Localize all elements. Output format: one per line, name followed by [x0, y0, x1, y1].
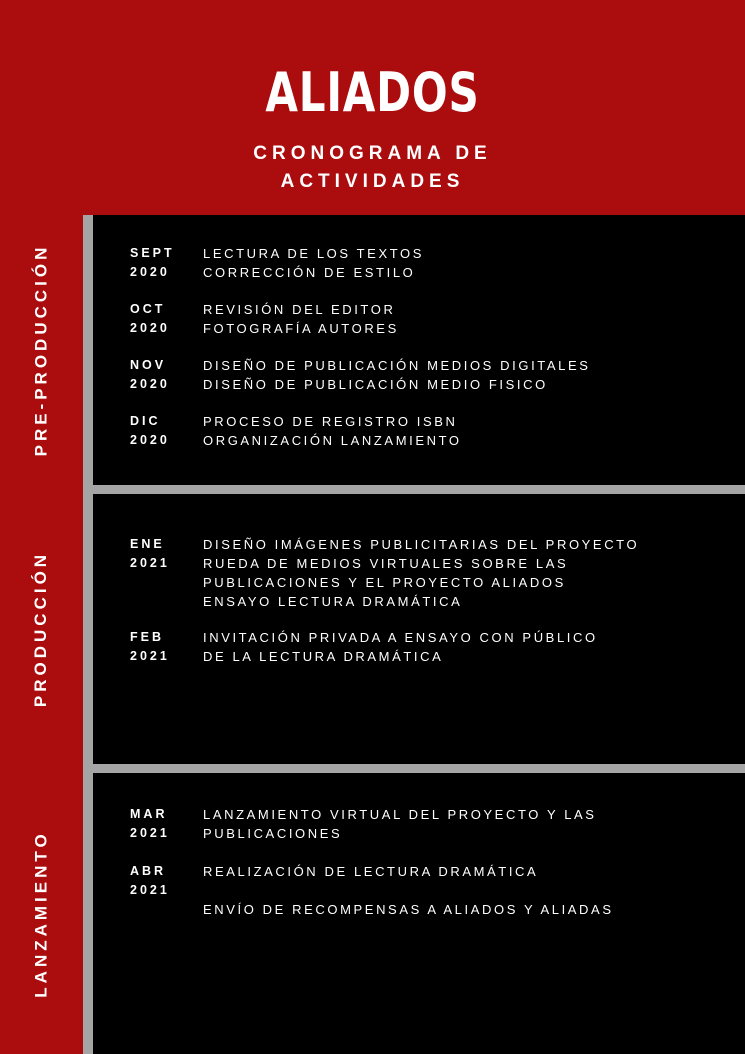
activity-line: DE LA LECTURA DRAMÁTICA: [203, 649, 444, 664]
section-panel: [93, 215, 745, 485]
section-label-container: [0, 215, 83, 485]
entry-activities: [203, 412, 743, 450]
entry-activities: [203, 244, 743, 282]
entry-date: [130, 862, 190, 900]
activity-line: DISEÑO DE PUBLICACIÓN MEDIO FISICO: [203, 377, 548, 392]
section-panel: [93, 494, 745, 764]
activity-line: ENVÍO DE RECOMPENSAS A ALIADOS Y ALIADAS: [203, 902, 614, 917]
entry-activities: [203, 356, 743, 394]
entry-month: DIC: [130, 414, 161, 428]
entry-date: [130, 535, 190, 573]
entry-year: 2021: [130, 883, 170, 897]
activity-line: PROCESO DE REGISTRO ISBN: [203, 414, 458, 429]
activity-line: INVITACIÓN PRIVADA A ENSAYO CON PÚBLICO: [203, 630, 598, 645]
activity-line: FOTOGRAFÍA AUTORES: [203, 321, 399, 336]
entry-month: OCT: [130, 302, 166, 316]
entry-activities: [203, 805, 743, 843]
activity-line: LECTURA DE LOS TEXTOS: [203, 246, 425, 261]
page-subtitle: [0, 140, 745, 196]
entry-month: MAR: [130, 807, 168, 821]
activity-line: RUEDA DE MEDIOS VIRTUALES SOBRE LAS: [203, 556, 569, 571]
entry-year: 2021: [130, 826, 170, 840]
entry-month: SEPT: [130, 246, 175, 260]
entry-year: 2021: [130, 649, 170, 663]
entry-year: 2021: [130, 556, 170, 570]
section-panel: [93, 773, 745, 1054]
entry-date: [130, 244, 190, 282]
activity-line: PUBLICACIONES Y EL PROYECTO ALIADOS: [203, 575, 566, 590]
entry-date: [130, 356, 190, 394]
entry-month: FEB: [130, 630, 164, 644]
horizontal-divider: [93, 485, 745, 494]
subtitle-line: ACTIVIDADES: [280, 171, 465, 192]
section-label: PRODUCCIÓN: [31, 550, 51, 708]
entry-date: [130, 628, 190, 666]
entry-date: [130, 300, 190, 338]
entry-year: 2020: [130, 433, 170, 447]
entry-month: NOV: [130, 358, 167, 372]
page-title: ALIADOS: [265, 61, 480, 124]
activity-line: LANZAMIENTO VIRTUAL DEL PROYECTO Y LAS: [203, 807, 597, 822]
activity-line: [203, 881, 743, 900]
activity-line: DISEÑO IMÁGENES PUBLICITARIAS DEL PROYECTO: [203, 537, 640, 552]
section-label: PRE-PRODUCCIÓN: [31, 243, 51, 457]
activity-line: REVISIÓN DEL EDITOR: [203, 302, 396, 317]
entry-date: [130, 412, 190, 450]
entry-year: 2020: [130, 377, 170, 391]
subtitle-line: CRONOGRAMA DE: [253, 143, 492, 164]
activity-line: CORRECCIÓN DE ESTILO: [203, 265, 416, 280]
entry-month: ABR: [130, 864, 167, 878]
entry-activities: [203, 628, 743, 666]
activity-line: PUBLICACIONES: [203, 826, 343, 841]
entry-month: ENE: [130, 537, 165, 551]
entry-activities: [203, 300, 743, 338]
section-label: LANZAMIENTO: [31, 829, 51, 998]
activity-line: ENSAYO LECTURA DRAMÁTICA: [203, 594, 463, 609]
entry-activities: [203, 862, 743, 919]
entry-date: [130, 805, 190, 843]
activity-line: REALIZACIÓN DE LECTURA DRAMÁTICA: [203, 864, 539, 879]
activity-line: ORGANIZACIÓN LANZAMIENTO: [203, 433, 462, 448]
entry-activities: [203, 535, 743, 611]
entry-year: 2020: [130, 265, 170, 279]
section-label-container: [0, 773, 83, 1054]
horizontal-divider: [93, 764, 745, 773]
entry-year: 2020: [130, 321, 170, 335]
section-label-container: [0, 494, 83, 764]
activity-line: DISEÑO DE PUBLICACIÓN MEDIOS DIGITALES: [203, 358, 591, 373]
header: [0, 0, 745, 215]
